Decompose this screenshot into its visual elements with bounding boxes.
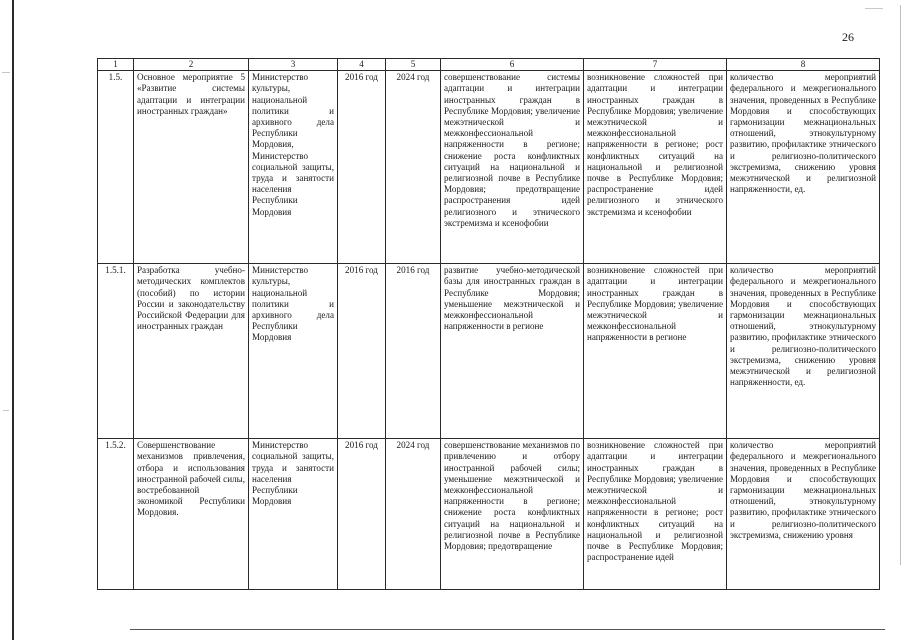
table-row: [98, 71, 880, 264]
end-year: 2024 год: [386, 439, 441, 590]
row-number: 1.5.1.: [98, 264, 134, 439]
table-row: [98, 439, 880, 590]
scan-bottom-edge: [130, 629, 885, 630]
end-year: 2016 год: [386, 264, 441, 439]
event-name: Совершенствование механизмов привлечения, отбора и использования иностранной рабочей силы, востребованной экономикой Республики Мордовия.: [134, 439, 249, 590]
non-implementation-consequences: возникновение сложностей при адаптации и интеграции иностранных граждан в Республике Мордовия; увеличение межэтнической и межконфессиональной напряженности в регионе; рост конфликтных ситуаций на национальной и религиозной почве в Республике Мордовия; распространение идей: [584, 439, 727, 590]
executor: Министерство социальной защиты, труда и занятости населения Республики Мордовия: [249, 439, 338, 590]
column-number-row: [98, 59, 880, 71]
event-name: Основное мероприятие 5 «Развитие системы адаптации и интеграции иностранных граждан»: [134, 71, 249, 264]
column-number: 4: [338, 59, 386, 71]
scan-artifact: [2, 72, 10, 73]
row-number: 1.5.2.: [98, 439, 134, 590]
table-row: [98, 264, 880, 439]
non-implementation-consequences: возникновение сложностей при адаптации и интеграции иностранных граждан в Республике Мордовия; увеличение межэтнической и межконфессиональной напряженности в регионе: [584, 264, 727, 439]
program-events-table: [97, 58, 880, 590]
scan-artifact: [3, 410, 9, 411]
executor: Министерство культуры, национальной политики и архивного дела Республики Мордовия: [249, 264, 338, 439]
event-name: Разработка учебно-методических комплектов (пособий) по истории России и законодательству Российской Федерации для иностранных граждан: [134, 264, 249, 439]
column-number: 1: [98, 59, 134, 71]
expected-result: совершенствование системы адаптации и интеграции иностранных граждан в Республике Мордовия; увеличение межэтнической и межконфессиональной напряженности в регионе; снижение роста конфликтных ситуаций на национальной и религиозной почве в Республике Мордовия; предотвращение распространения идей религиозного и этнического экстремизма и ксенофобии: [441, 71, 584, 264]
page-number: 26: [842, 30, 854, 44]
executor: Министерство культуры, национальной политики и архивного дела Республики Мордовия, Министерство социальной защиты, труда и занятости населения Республики Мордовия: [249, 71, 338, 264]
related-indicator: количество мероприятий федерального и межрегионального значения, проведенных в Республике Мордовия и способствующих гармонизации межнациональных отношений, этнокультурному развитию, профилактике этнического и религиозно-политического экстремизма, снижению уровня: [727, 439, 880, 590]
column-number: 5: [386, 59, 441, 71]
row-number: 1.5.: [98, 71, 134, 264]
related-indicator: количество мероприятий федерального и межрегионального значения, проведенных в Республике Мордовия и способствующих гармонизации межнациональных отношений, этнокультурному развитию, профилактике этнического и религиозно-политического экстремизма, снижению уровня межэтнической и религиозной напряженности, ед.: [727, 71, 880, 264]
column-number: 6: [441, 59, 584, 71]
end-year: 2024 год: [386, 71, 441, 264]
column-number: 7: [584, 59, 727, 71]
column-number: 2: [134, 59, 249, 71]
related-indicator: количество мероприятий федерального и межрегионального значения, проведенных в Республике Мордовия и способствующих гармонизации межнациональных отношений, этнокультурному развитию, профилактике этнического и религиозно-политического экстремизма, снижению уровня межэтнической и религиозной напряженности, ед.: [727, 264, 880, 439]
scan-page-edge-right: [900, 5, 901, 565]
expected-result: развитие учебно-методической базы для иностранных граждан в Республике Мордовия; уменьшение межэтнической и межконфессиональной напряженности в регионе: [441, 264, 584, 439]
scan-page-edge: [12, 0, 14, 640]
scan-artifact: [865, 8, 883, 9]
expected-result: совершенствование механизмов по привлечению и отбору иностранной рабочей силы; уменьшение межэтнической и межконфессиональной напряженности в регионе; снижение роста конфликтных ситуаций на национальной и религиозной почве в Республике Мордовия; предотвращение: [441, 439, 584, 590]
start-year: 2016 год: [338, 71, 386, 264]
start-year: 2016 год: [338, 439, 386, 590]
start-year: 2016 год: [338, 264, 386, 439]
column-number: 3: [249, 59, 338, 71]
non-implementation-consequences: возникновение сложностей при адаптации и интеграции иностранных граждан в Республике Мордовия; увеличение межэтнической и межконфессиональной напряженности в регионе; рост конфликтных ситуаций на национальной и религиозной почве в Республике Мордовия; распространение идей религиозного и этнического экстремизма и ксенофобии: [584, 71, 727, 264]
column-number: 8: [727, 59, 880, 71]
